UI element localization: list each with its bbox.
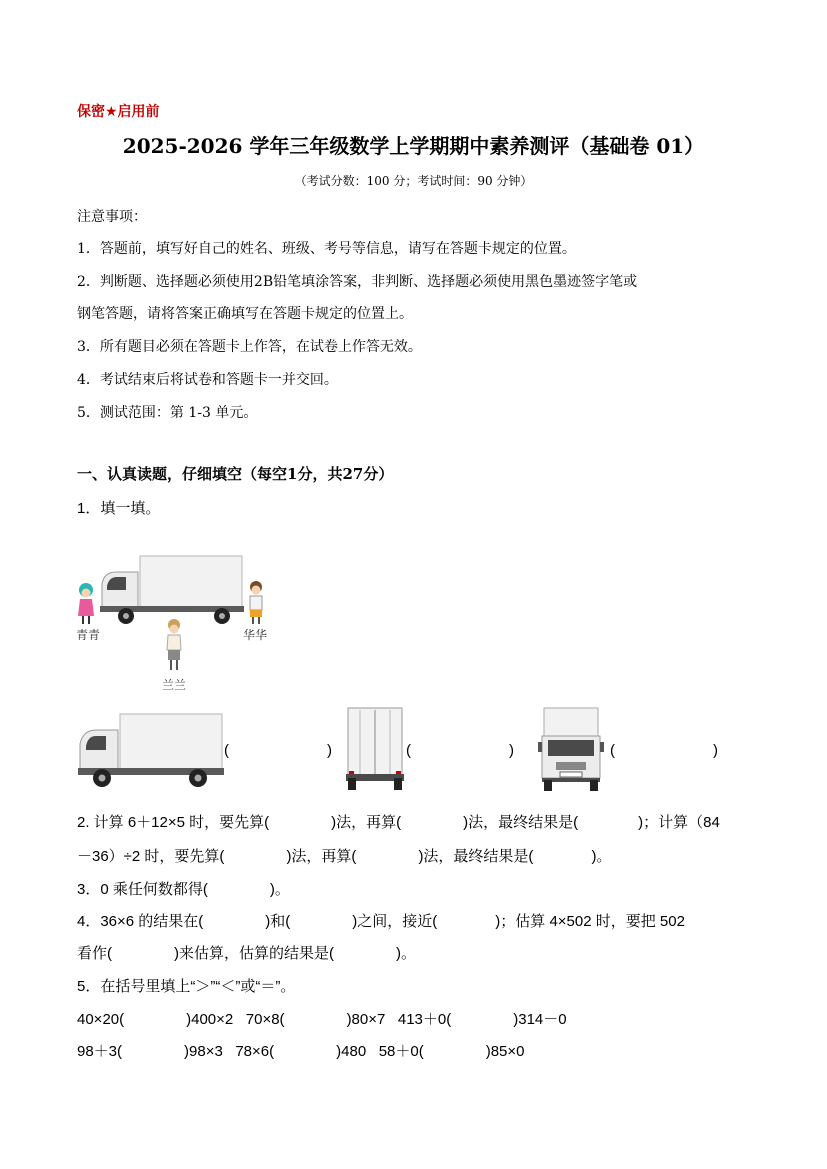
answer-blank[interactable]: ( )	[406, 742, 514, 759]
child-name-label: 华华	[243, 628, 268, 642]
answer-blank[interactable]: ( )	[224, 742, 332, 759]
truck-scene-illustration	[74, 550, 284, 690]
page-title: 2025-2026 学年三年级数学上学期期中素养测评（基础卷 01）	[122, 134, 705, 158]
truck-front-view-icon	[536, 706, 606, 792]
question-4-line2: 看作( )来估算，估算的结果是( )。	[77, 945, 416, 962]
truck-side-view-icon	[74, 710, 224, 788]
note-item: 2．判断题、选择题必须使用2B铅笔填涂答案，非判断、选择题必须使用黑色墨迹签字笔或	[77, 274, 638, 290]
question-2-line2: －36）÷2 时，要先算( )法，再算( )法，最终结果是( )。	[77, 848, 612, 865]
compare-row: 40×20( )400×2 70×8( )80×7 413＋0( )314－0	[77, 1011, 567, 1028]
note-item: 4．考试结束后将试卷和答题卡一并交回。	[77, 372, 338, 388]
note-item: 5．测试范围：第 1-3 单元。	[77, 405, 258, 421]
notes-heading: 注意事项：	[77, 209, 147, 225]
secret-mark: 保密★启用前	[77, 104, 160, 120]
girl-lanlan-icon	[167, 619, 181, 670]
note-item: 钢笔答题，请将答案正确填写在答题卡规定的位置上。	[77, 306, 413, 322]
question-4-line1: 4．36×6 的结果在( )和( )之间，接近( )；估算 4×502 时，要把 502	[77, 913, 685, 930]
boy-huahua-icon	[250, 581, 262, 624]
note-item: 3．所有题目必须在答题卡上作答，在试卷上作答无效。	[77, 339, 422, 355]
question-3: 3．0 乘任何数都得( )。	[77, 881, 290, 898]
question-1: 1．填一填。	[77, 500, 161, 517]
exam-info: （考试分数：100 分；考试时间：90 分钟）	[294, 174, 533, 188]
note-item: 1．答题前，填写好自己的姓名、班级、考号等信息，请写在答题卡规定的位置。	[77, 241, 576, 257]
question-2-line1: 2. 计算 6＋12×5 时，要先算( )法，再算( )法，最终结果是( )；计算（84	[77, 814, 720, 831]
compare-row: 98＋3( )98×3 78×6( )480 58＋0( )85×0	[77, 1043, 525, 1060]
question-5: 5．在括号里填上“＞”“＜”或“＝”。	[77, 978, 296, 995]
answer-blank[interactable]: ( )	[610, 742, 718, 759]
girl-qingqing-icon	[78, 583, 94, 624]
section-heading: 一、认真读题，仔细填空（每空1分，共27分）	[77, 465, 394, 483]
child-name-label: 青青	[76, 628, 101, 642]
truck-side-icon	[100, 556, 244, 624]
truck-back-view-icon	[346, 706, 404, 792]
child-name-label: 兰兰	[162, 678, 187, 692]
